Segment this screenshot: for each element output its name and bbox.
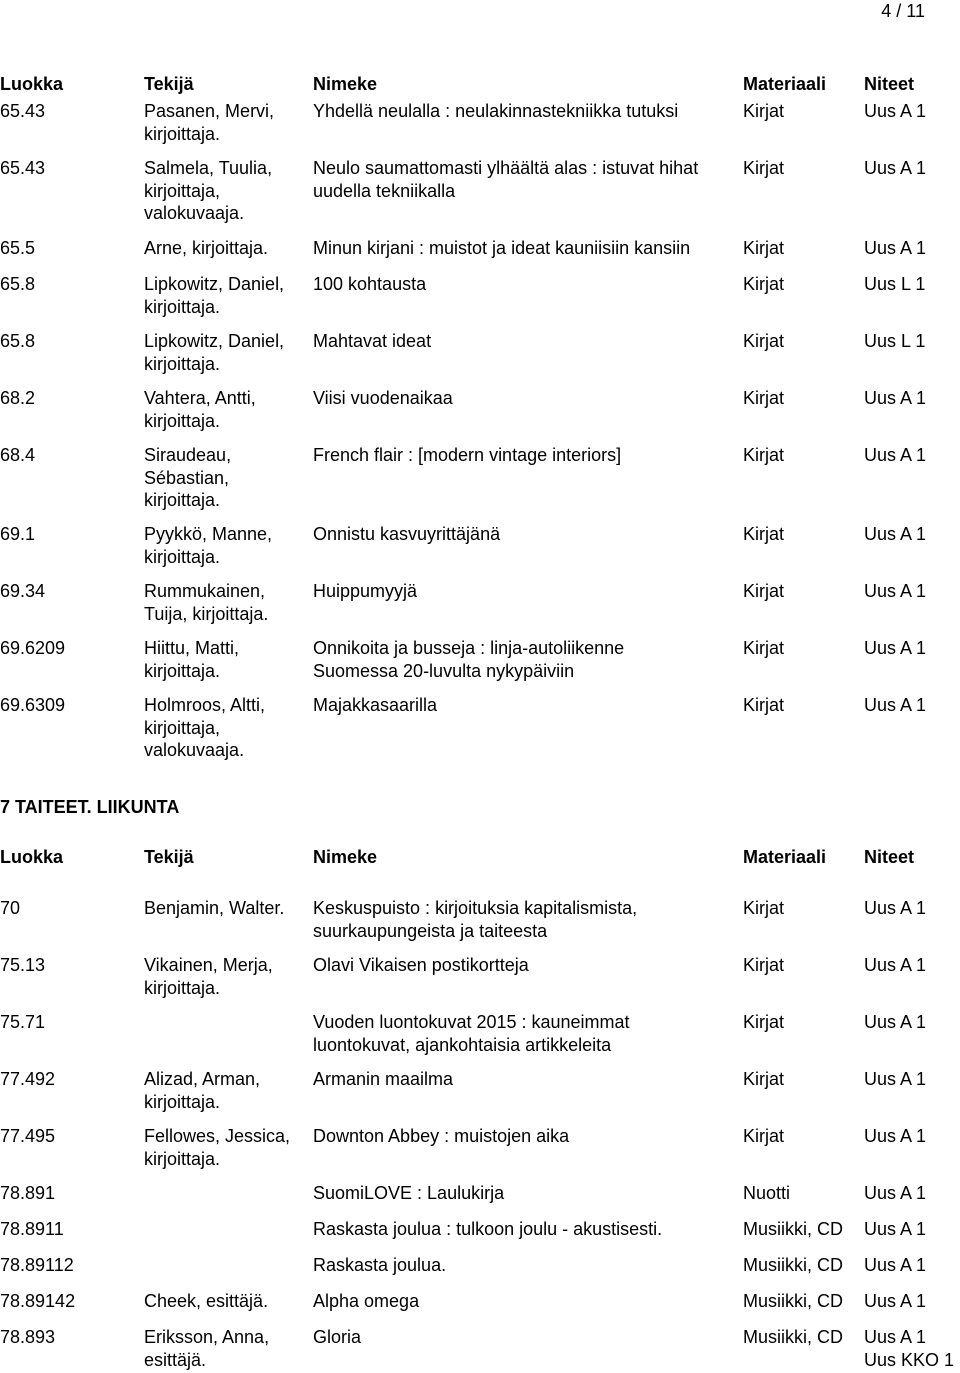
materiaali-cell: Musiikki, CD	[743, 1255, 844, 1275]
tekija-cell-line: Arne, kirjoittaja.	[144, 238, 269, 258]
materiaali-cell: Kirjat	[743, 1012, 785, 1032]
tekija-cell	[144, 157, 314, 225]
niteet-cell-line: Uus L 1	[864, 274, 926, 294]
materiaali-cell: Kirjat	[743, 158, 785, 178]
niteet-cell	[864, 100, 926, 123]
nimeke-cell-line: Minun kirjani : muistot ja ideat kauniisiin kansiin	[313, 238, 691, 258]
luokka-cell: 78.891	[0, 1183, 56, 1203]
materiaali-cell: Kirjat	[743, 331, 785, 351]
niteet-cell-line: Uus A 1	[864, 1126, 927, 1146]
materiaali-cell: Kirjat	[743, 581, 785, 601]
header-nimeke: Nimeke	[313, 847, 378, 867]
tekija-cell	[144, 1068, 314, 1113]
materiaali-cell: Kirjat	[743, 955, 785, 975]
nimeke-cell-line: Downton Abbey : muistojen aika	[313, 1126, 570, 1146]
luokka-cell: 75.13	[0, 955, 46, 975]
niteet-cell-line: Uus A 1	[864, 1327, 927, 1347]
niteet-cell	[864, 523, 926, 546]
nimeke-cell	[313, 387, 745, 410]
niteet-cell-line: Uus A 1	[864, 388, 927, 408]
niteet-cell	[864, 1218, 926, 1241]
tekija-cell-line: kirjoittaja.	[144, 353, 221, 374]
tekija-cell	[144, 897, 314, 920]
tekija-cell-line: esittäjä.	[144, 1349, 207, 1370]
tekija-cell	[144, 1326, 314, 1371]
tekija-cell-line: Holmroos, Altti,	[144, 695, 266, 715]
nimeke-cell-line: Huippumyyjä	[313, 581, 418, 601]
niteet-cell	[864, 897, 926, 920]
nimeke-cell	[313, 330, 745, 353]
tekija-cell-line: kirjoittaja.	[144, 123, 221, 144]
tekija-cell	[144, 387, 314, 432]
section-title: 7 TAITEET. LIIKUNTA	[0, 797, 180, 817]
materiaali-cell: Kirjat	[743, 695, 785, 715]
niteet-cell	[864, 1290, 926, 1313]
nimeke-cell	[313, 1254, 745, 1277]
nimeke-cell-line: Suomessa 20-luvulta nykypäiviin	[313, 660, 575, 681]
luokka-cell: 65.5	[0, 238, 36, 258]
tekija-cell-line: Siraudeau,	[144, 445, 232, 465]
tekija-cell-line: kirjoittaja.	[144, 296, 221, 317]
nimeke-cell	[313, 1068, 745, 1091]
nimeke-cell-line: Neulo saumattomasti ylhäältä alas : istuvat hihat	[313, 158, 699, 178]
niteet-cell	[864, 1182, 926, 1205]
niteet-cell-line: Uus L 1	[864, 331, 926, 351]
niteet-cell	[864, 444, 926, 467]
table-header-2	[0, 846, 960, 868]
nimeke-cell-line: Majakkasaarilla	[313, 695, 438, 715]
niteet-cell-line: Uus A 1	[864, 1012, 927, 1032]
niteet-cell-line: Uus A 1	[864, 1069, 927, 1089]
tekija-cell	[144, 523, 314, 568]
nimeke-cell-line: Yhdellä neulalla : neulakinnastekniikka tutuksi	[313, 101, 679, 121]
materiaali-cell: Kirjat	[743, 898, 785, 918]
niteet-cell-line: Uus A 1	[864, 955, 927, 975]
niteet-cell	[864, 237, 926, 260]
tekija-cell-line: valokuvaaja.	[144, 203, 245, 223]
niteet-cell	[864, 1011, 926, 1034]
header-luokka: Luokka	[0, 847, 64, 867]
tekija-cell-line: kirjoittaja.	[144, 490, 221, 510]
tekija-cell-line: Lipkowitz, Daniel,	[144, 331, 285, 351]
nimeke-cell-line: Raskasta joulua : tulkoon joulu - akustisesti.	[313, 1219, 663, 1239]
nimeke-cell-line: Vuoden luontokuvat 2015 : kauneimmat	[313, 1012, 630, 1032]
header-tekija: Tekijä	[144, 74, 194, 94]
niteet-cell	[864, 1125, 926, 1148]
tekija-cell-line: Hiittu, Matti,	[144, 638, 240, 658]
tekija-cell-line: kirjoittaja,	[144, 180, 221, 201]
luokka-cell: 68.2	[0, 388, 36, 408]
nimeke-cell-line: French flair : [modern vintage interiors]	[313, 445, 622, 465]
nimeke-cell-line: Viisi vuodenaikaa	[313, 388, 453, 408]
materiaali-cell: Kirjat	[743, 388, 785, 408]
nimeke-cell	[313, 954, 745, 977]
luokka-cell: 75.71	[0, 1012, 46, 1032]
materiaali-cell: Nuotti	[743, 1183, 791, 1203]
luokka-cell: 78.89142	[0, 1291, 76, 1311]
tekija-cell-line: kirjoittaja.	[144, 1091, 221, 1112]
niteet-cell	[864, 330, 925, 353]
materiaali-cell: Kirjat	[743, 101, 785, 121]
tekija-cell	[144, 100, 314, 145]
materiaali-cell: Kirjat	[743, 238, 785, 258]
header-materiaali: Materiaali	[743, 847, 827, 867]
materiaali-cell: Musiikki, CD	[743, 1219, 844, 1239]
nimeke-cell	[313, 1182, 745, 1205]
tekija-cell	[144, 330, 314, 375]
nimeke-cell-line: Alpha omega	[313, 1291, 420, 1311]
materiaali-cell: Kirjat	[743, 1126, 785, 1146]
niteet-cell	[864, 1254, 926, 1277]
nimeke-cell	[313, 237, 745, 260]
tekija-cell-line: Fellowes, Jessica,	[144, 1126, 291, 1146]
luokka-cell: 68.4	[0, 445, 36, 465]
tekija-cell-line: kirjoittaja.	[144, 1148, 221, 1169]
table-header-1	[0, 73, 960, 95]
nimeke-cell	[313, 1125, 745, 1148]
header-tekija: Tekijä	[144, 847, 194, 867]
nimeke-cell-line: luontokuvat, ajankohtaisia artikkeleita	[313, 1034, 612, 1055]
nimeke-cell-line: SuomiLOVE : Laulukirja	[313, 1183, 505, 1203]
luokka-cell: 69.6309	[0, 695, 66, 715]
niteet-cell-line: Uus A 1	[864, 445, 927, 465]
materiaali-cell: Musiikki, CD	[743, 1327, 844, 1347]
tekija-cell-line: Lipkowitz, Daniel,	[144, 274, 285, 294]
tekija-cell-line: Eriksson, Anna,	[144, 1327, 270, 1347]
nimeke-cell	[313, 694, 745, 717]
nimeke-cell-line: 100 kohtausta	[313, 274, 427, 294]
luokka-cell: 77.492	[0, 1069, 56, 1089]
luokka-cell: 78.89112	[0, 1255, 74, 1275]
tekija-cell	[144, 694, 314, 762]
nimeke-cell	[313, 1011, 745, 1056]
header-niteet: Niteet	[864, 847, 915, 867]
nimeke-cell	[313, 580, 745, 603]
tekija-cell	[144, 1290, 314, 1313]
niteet-cell-line: Uus A 1	[864, 1255, 927, 1275]
niteet-cell	[864, 694, 926, 717]
luokka-cell: 65.43	[0, 158, 46, 178]
tekija-cell-line: kirjoittaja.	[144, 977, 221, 998]
nimeke-cell-line: suurkaupungeista ja taiteesta	[313, 920, 548, 941]
nimeke-cell-line: Onnikoita ja busseja : linja-autoliikenne	[313, 638, 625, 658]
niteet-cell-line: Uus A 1	[864, 898, 927, 918]
niteet-cell-line: Uus A 1	[864, 581, 927, 601]
luokka-cell: 69.34	[0, 581, 46, 601]
niteet-cell-line: Uus A 1	[864, 1291, 927, 1311]
nimeke-cell	[313, 1218, 745, 1241]
nimeke-cell-line: Armanin maailma	[313, 1069, 454, 1089]
header-niteet: Niteet	[864, 74, 915, 94]
niteet-cell	[864, 1068, 926, 1091]
nimeke-cell-line: Gloria	[313, 1327, 362, 1347]
luokka-cell: 77.495	[0, 1126, 56, 1146]
materiaali-cell: Kirjat	[743, 1069, 785, 1089]
tekija-cell	[144, 237, 314, 260]
tekija-cell-line: Pasanen, Mervi,	[144, 101, 275, 121]
tekija-cell-line: kirjoittaja.	[144, 546, 221, 567]
materiaali-cell: Musiikki, CD	[743, 1291, 844, 1311]
niteet-cell	[864, 580, 926, 603]
luokka-cell: 65.8	[0, 331, 36, 351]
niteet-cell-line: Uus A 1	[864, 695, 927, 715]
niteet-cell-line: Uus A 1	[864, 1183, 927, 1203]
tekija-cell-line: Salmela, Tuulia,	[144, 158, 273, 178]
tekija-cell-line: valokuvaaja.	[144, 740, 245, 760]
luokka-cell: 78.893	[0, 1327, 56, 1347]
nimeke-cell	[313, 100, 745, 123]
tekija-cell-line: Pyykkö, Manne,	[144, 524, 273, 544]
tekija-cell	[144, 637, 314, 682]
nimeke-cell	[313, 897, 745, 942]
tekija-cell-line: Rummukainen,	[144, 581, 266, 601]
niteet-cell-line: Uus KKO 1	[864, 1349, 955, 1370]
niteet-cell	[864, 954, 926, 977]
tekija-cell	[144, 444, 314, 512]
luokka-cell: 65.43	[0, 101, 46, 121]
nimeke-cell	[313, 1326, 745, 1349]
nimeke-cell-line: Raskasta joulua.	[313, 1255, 447, 1275]
tekija-cell-line: Tuija, kirjoittaja.	[144, 603, 269, 624]
tekija-cell-line: Cheek, esittäjä.	[144, 1291, 269, 1311]
header-luokka: Luokka	[0, 74, 64, 94]
luokka-cell: 70	[0, 898, 21, 918]
niteet-cell-line: Uus A 1	[864, 1219, 927, 1239]
nimeke-cell-line: Onnistu kasvuyrittäjänä	[313, 524, 501, 544]
tekija-cell	[144, 1125, 314, 1170]
materiaali-cell: Kirjat	[743, 638, 785, 658]
tekija-cell	[144, 954, 314, 999]
tekija-cell-line: Vahtera, Antti,	[144, 388, 256, 408]
nimeke-cell	[313, 637, 745, 682]
materiaali-cell: Kirjat	[743, 524, 785, 544]
niteet-cell-line: Uus A 1	[864, 238, 927, 258]
tekija-cell-line: Alizad, Arman,	[144, 1069, 261, 1089]
luokka-cell: 69.1	[0, 524, 36, 544]
page-number: 4 / 11	[881, 1, 925, 21]
nimeke-cell	[313, 273, 745, 296]
header-nimeke: Nimeke	[313, 74, 378, 94]
niteet-cell	[864, 157, 926, 180]
niteet-cell-line: Uus A 1	[864, 158, 927, 178]
nimeke-cell	[313, 157, 745, 202]
nimeke-cell-line: Olavi Vikaisen postikortteja	[313, 955, 529, 975]
tekija-cell-line: kirjoittaja.	[144, 660, 221, 681]
nimeke-cell-line: Keskuspuisto : kirjoituksia kapitalismista,	[313, 898, 638, 918]
niteet-cell	[864, 1326, 954, 1371]
luokka-cell: 69.6209	[0, 638, 66, 658]
tekija-cell-line: Benjamin, Walter.	[144, 898, 285, 918]
niteet-cell-line: Uus A 1	[864, 101, 927, 121]
luokka-cell: 65.8	[0, 274, 36, 294]
nimeke-cell-line: uudella tekniikalla	[313, 180, 456, 201]
tekija-cell	[144, 273, 314, 318]
header-materiaali: Materiaali	[743, 74, 827, 94]
nimeke-cell	[313, 523, 745, 546]
nimeke-cell	[313, 444, 745, 467]
tekija-cell-line: kirjoittaja.	[144, 410, 221, 431]
tekija-cell-line: Vikainen, Merja,	[144, 955, 273, 975]
niteet-cell-line: Uus A 1	[864, 524, 927, 544]
luokka-cell: 78.8911	[0, 1219, 64, 1239]
materiaali-cell: Kirjat	[743, 274, 785, 294]
niteet-cell	[864, 273, 925, 296]
niteet-cell	[864, 387, 926, 410]
tekija-cell-line: kirjoittaja,	[144, 717, 221, 738]
nimeke-cell	[313, 1290, 745, 1313]
niteet-cell	[864, 637, 926, 660]
tekija-cell	[144, 580, 314, 625]
niteet-cell-line: Uus A 1	[864, 638, 927, 658]
nimeke-cell-line: Mahtavat ideat	[313, 331, 432, 351]
materiaali-cell: Kirjat	[743, 445, 785, 465]
tekija-cell-line: Sébastian,	[144, 467, 230, 488]
